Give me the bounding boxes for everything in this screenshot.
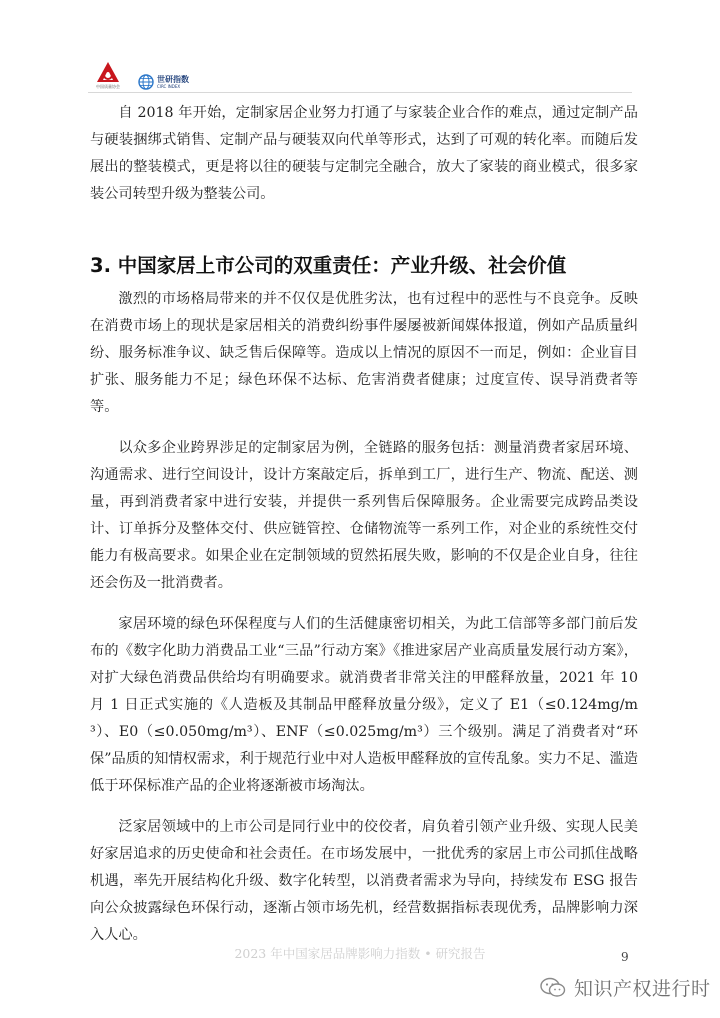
section-heading: 3. 中国家居上市公司的双重责任：产业升级、社会价值 [90, 254, 567, 277]
paragraph: 自 2018 年开始，定制家居企业努力打通了与家装企业合作的难点，通过定制产品与硬装捆绑式销售、定制产品与硬装双向代单等形式，达到了可观的转化率。而随后发展出的整装模式，更是将以往的硬装与定制完全融合，放大了家装的商业模式，很多家装公司转型升级为整装公司。 [90, 105, 638, 202]
paragraph: 以众多企业跨界涉足的定制家居为例，全链路的服务包括：测量消费者家居环境、沟通需求、进行空间设计，设计方案敲定后，拆单到工厂，进行生产、物流、配送、测量，再到消费者家中进行安装，并提供一系列售后保障服务。企业需要完成跨品类设计、订单拆分及整体交付、供应链管控、仓储物流等一系列工作，对企业的系统性交付能力有极高要求。如果企业在定制领域的贸然拓展失败，影响的不仅是企业自身，往往还会伤及一批消费者。 [90, 440, 638, 591]
logo-b-name: 世研指数 [157, 74, 189, 84]
globe-icon [138, 74, 154, 90]
logo-quality-association [88, 61, 128, 90]
header-divider [88, 92, 632, 93]
watermark [540, 974, 711, 1001]
logo-a-caption: 中国质量协会 [96, 84, 120, 89]
paragraph: 泛家居领域中的上市公司是同行业中的佼佼者，肩负着引领产业升级、实现人民美好家居追求的历史使命和社会责任。在市场发展中，一批优秀的家居上市公司抓住战略机遇，率先开展结构化升级、数字化转型，以消费者需求为导向，持续发布 ESG 报告向公众披露绿色环保行动，逐渐占领市场先机，经营数据指标表现优秀，品牌影响力深入人心。 [90, 819, 638, 943]
footer-title: 2023 年中国家居品牌影响力指数 • 研究报告 [234, 946, 486, 961]
paragraph: 激烈的市场格局带来的并不仅仅是优胜劣汰，也有过程中的恶性与不良竞争。反映在消费市场上的现状是家居相关的消费纠纷事件屡屡被新闻媒体报道，例如产品质量纠纷、服务标准争议、缺乏售后保障等。造成以上情况的原因不一而足，例如：企业盲目扩张、服务能力不足；绿色环保不达标、危害消费者健康；过度宣传、误导消费者等等。 [90, 291, 638, 415]
watermark-text: 知识产权进行时 [574, 978, 711, 1000]
quality-association-emblem-icon [95, 61, 121, 83]
header-logos [88, 60, 189, 90]
logo-circ-index [138, 74, 189, 90]
page-number: 9 [621, 950, 629, 964]
document-body [90, 100, 638, 963]
paragraph: 家居环境的绿色环保程度与人们的生活健康密切相关，为此工信部等多部门前后发布的《数字化助力消费品工业“三品”行动方案》《推进家居产业高质量发展行动方案》，对扩大绿色消费品供给均有明确要求。就消费者非常关注的甲醛释放量，2021 年 10 月 1 日正式实施的《人造板及其制品甲醛释放量分级》，定义了 E1（≤0.124mg/m³）、E0（≤0.050mg/m³）、ENF（≤0.025mg/m³）三个级别。满足了消费者对“环保”品质的知情权需求，利于规范行业中对人造板甲醛释放的宣传乱象。实力不足、滥造低于环保标准产品的企业将逐渐被市场淘汰。 [90, 616, 638, 794]
wechat-icon [540, 977, 566, 999]
logo-b-english: CIRC INDEX [157, 83, 181, 89]
